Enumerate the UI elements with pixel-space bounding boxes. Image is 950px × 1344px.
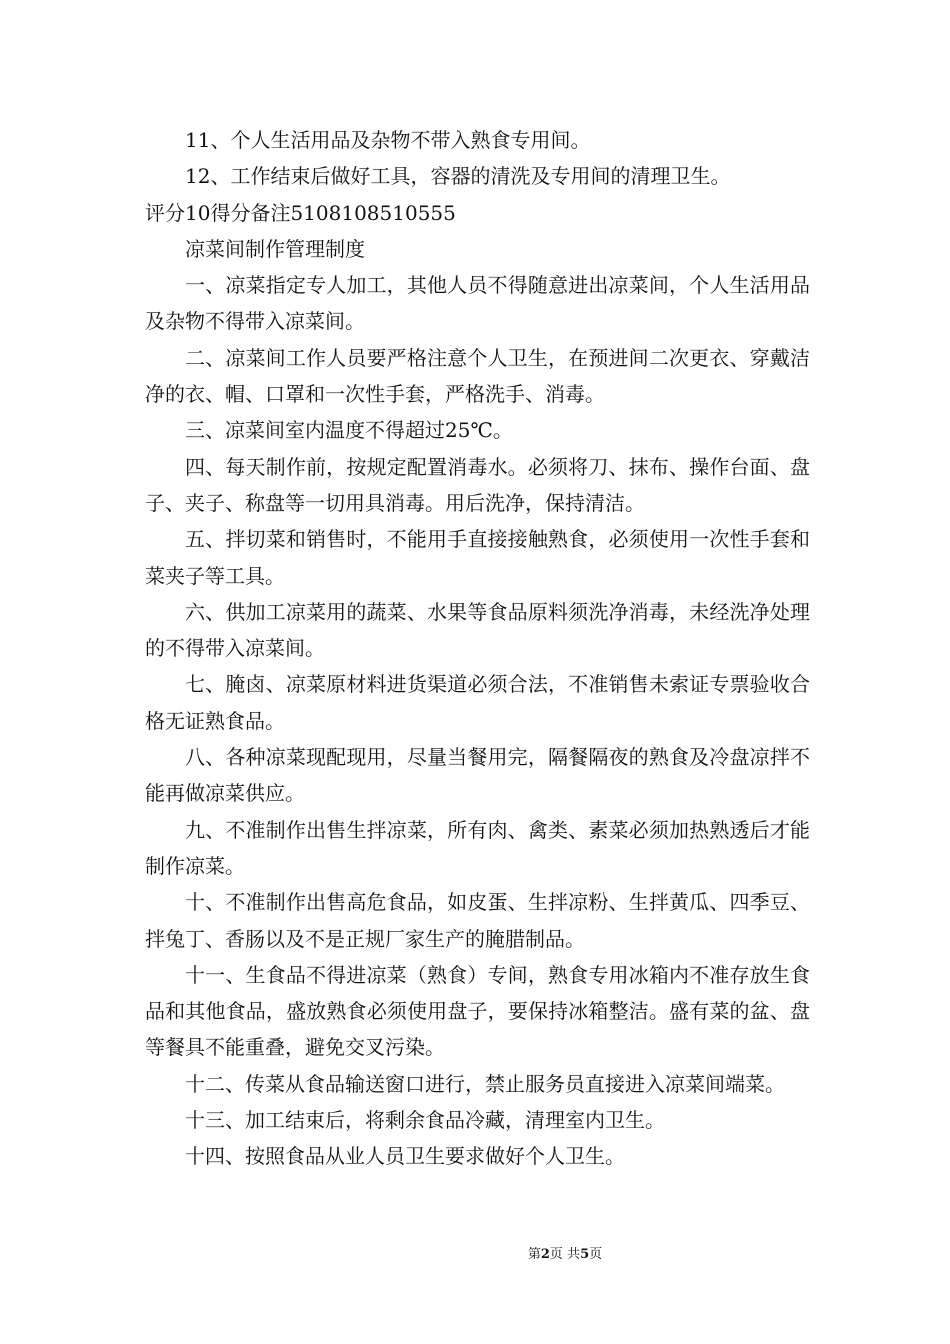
paragraph: 二、凉菜间工作人员要严格注意个人卫生，在预进间二次更衣、穿戴洁净的衣、帽、口罩和一次性手套，严格洗手、消毒。 [145, 345, 810, 407]
paragraph: 八、各种凉菜现配现用，尽量当餐用完，隔餐隔夜的熟食及冷盘凉拌不能再做凉菜供应。 [145, 745, 810, 806]
paragraph: 六、供加工凉菜用的蔬菜、水果等食品原料须洗净消毒，未经洗净处理的不得带入凉菜间。 [145, 599, 810, 661]
paragraph: 12、工作结束后做好工具，容器的清洗及专用间的清理卫生。 [185, 164, 731, 189]
paragraph: 十二、传菜从食品输送窗口进行，禁止服务员直接进入凉菜间端菜。 [185, 1071, 785, 1096]
paragraph: 五、拌切菜和销售时，不能用手直接接触熟食，必须使用一次性手套和菜夹子等工具。 [145, 527, 810, 588]
footer-prefix: 第 [527, 1247, 541, 1262]
paragraph: 十三、加工结束后，将剩余食品冷藏，清理室内卫生。 [185, 1108, 665, 1133]
total-page-number: 5 [580, 1247, 590, 1262]
paragraph: 九、不准制作出售生拌凉菜，所有肉、禽类、素菜必须加热熟透后才能制作凉菜。 [145, 817, 810, 878]
paragraph: 11、个人生活用品及杂物不带入熟食专用间。 [185, 128, 591, 152]
paragraph: 十、不准制作出售高危食品，如皮蛋、生拌凉粉、生拌黄瓜、四季豆、拌兔丁、香肠以及不是正规厂家生产的腌腊制品。 [145, 890, 810, 951]
current-page-number: 2 [540, 1247, 550, 1262]
page-number-footer [0, 1247, 950, 1263]
footer-suffix: 页 [589, 1247, 603, 1262]
document-body [145, 122, 810, 1175]
paragraph: 三、凉菜间室内温度不得超过25℃。 [185, 418, 513, 443]
score-note-line: 评分10得分备注5108108510555 [145, 200, 456, 225]
paragraph: 七、腌卤、凉菜原材料进货渠道必须合法，不准销售未索证专票验收合格无证熟食品。 [145, 672, 810, 733]
paragraph: 十一、生食品不得进凉菜（熟食）专间，熟食专用冰箱内不准存放生食品和其他食品，盛放熟食必须使用盘子，要保持冰箱整洁。盛有菜的盆、盘等餐具不能重叠，避免交叉污染。 [145, 962, 810, 1060]
footer-middle: 页 共 [549, 1247, 581, 1262]
section-title: 凉菜间制作管理制度 [185, 236, 365, 261]
paragraph: 一、凉菜指定专人加工，其他人员不得随意进出凉菜间，个人生活用品及杂物不得带入凉菜间。 [145, 273, 810, 334]
paragraph: 四、每天制作前，按规定配置消毒水。必须将刀、抹布、操作台面、盘子、夹子、称盘等一切用具消毒。用后洗净，保持清洁。 [145, 454, 810, 515]
paragraph: 十四、按照食品从业人员卫生要求做好个人卫生。 [185, 1144, 625, 1169]
